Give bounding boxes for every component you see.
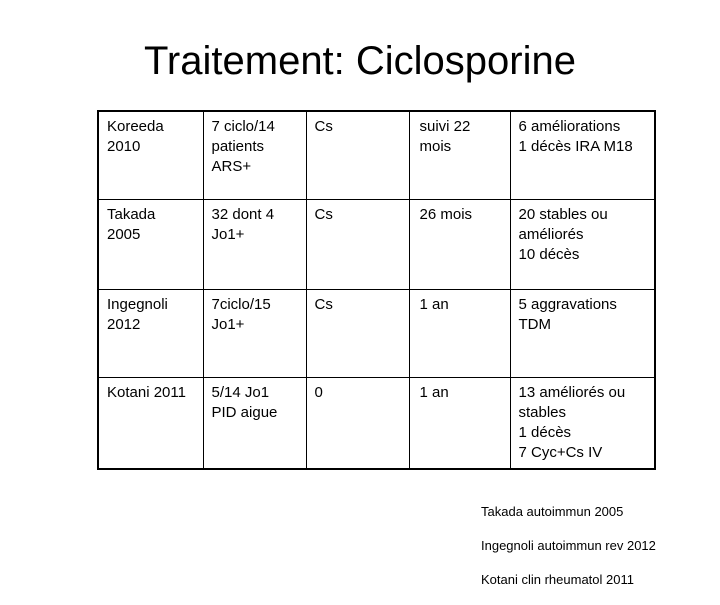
reference-line: Kotani clin rheumatol 2011 [481, 572, 634, 587]
table-row [98, 377, 655, 469]
table-cell-patients: 7ciclo/15 Jo1+ [203, 289, 306, 377]
reference-line: Ingegnoli autoimmun rev 2012 [481, 538, 656, 553]
table-cell-study: Takada 2005 [98, 199, 203, 289]
slide-title: Traitement: Ciclosporine [143, 39, 576, 83]
table-cell-followup: 1 an [409, 289, 510, 377]
table-cell-outcome: 5 aggravations TDM [510, 289, 655, 377]
table-cell-patients: 32 dont 4 Jo1+ [203, 199, 306, 289]
references [481, 486, 656, 605]
table-row [98, 289, 655, 377]
reference-line: Takada autoimmun 2005 [481, 504, 624, 519]
table-cell-followup: 1 an [409, 377, 510, 469]
table-cell-study: Koreeda 2010 [98, 111, 203, 199]
table-cell-treatment: 0 [306, 377, 409, 469]
table-cell-followup: 26 mois [409, 199, 510, 289]
table-cell-outcome: 20 stables ou améliorés 10 décès [510, 199, 655, 289]
table-cell-followup: suivi 22 mois [409, 111, 510, 199]
table-cell-outcome: 6 améliorations 1 décès IRA M18 [510, 111, 655, 199]
table-cell-treatment: Cs [306, 199, 409, 289]
table-cell-treatment: Cs [306, 289, 409, 377]
table-cell-treatment: Cs [306, 111, 409, 199]
table-cell-study: Ingegnoli 2012 [98, 289, 203, 377]
table-row [98, 199, 655, 289]
table-cell-patients: 5/14 Jo1 PID aigue [203, 377, 306, 469]
table-row [98, 111, 655, 199]
table-cell-outcome: 13 améliorés ou stables 1 décès 7 Cyc+Cs IV [510, 377, 655, 469]
study-table [97, 110, 656, 470]
table-cell-patients: 7 ciclo/14 patients ARS+ [203, 111, 306, 199]
table-cell-study: Kotani 2011 [98, 377, 203, 469]
